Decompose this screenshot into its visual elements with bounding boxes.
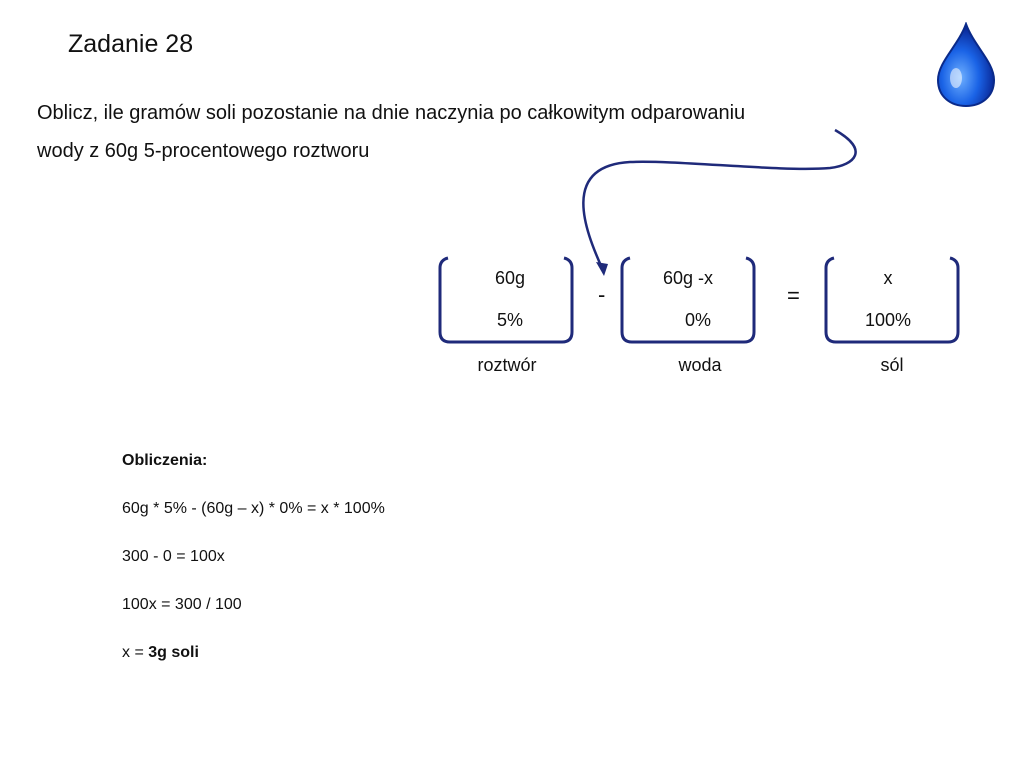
salt-percent: 100% [864,310,912,330]
result-prefix: x = [122,644,149,661]
minus-sign: - [598,282,606,307]
solution-percent: 5% [496,310,523,330]
slide-title: Zadanie 28 [68,30,194,58]
problem-line-1: Oblicz, ile gramów soli pozostanie na dnie naczynia po całkowitym odparowaniu [37,102,746,124]
calculation-line-2: 300 - 0 = 100x [122,548,225,565]
calculation-line-3: 100x = 300 / 100 [122,596,242,613]
salt-label: sól [880,355,904,375]
water-mass: 60g -x [662,268,714,288]
calculation-line-1: 60g * 5% - (60g – x) * 0% = x * 100% [122,500,385,517]
arrowhead-icon [596,262,608,276]
calculations-heading: Obliczenia: [122,452,208,469]
water-label: woda [678,355,722,375]
solution-label: roztwór [477,355,537,375]
problem-line-2: wody z 60g 5-procentowego roztworu [37,140,370,162]
calculation-line-4 [122,644,199,662]
solution-mass: 60g [494,268,526,288]
result-value: 3g soli [148,644,199,661]
curved-arrow [583,130,855,268]
equals-sign: = [787,283,800,308]
water-percent: 0% [684,310,711,330]
salt-mass: x [883,268,893,288]
